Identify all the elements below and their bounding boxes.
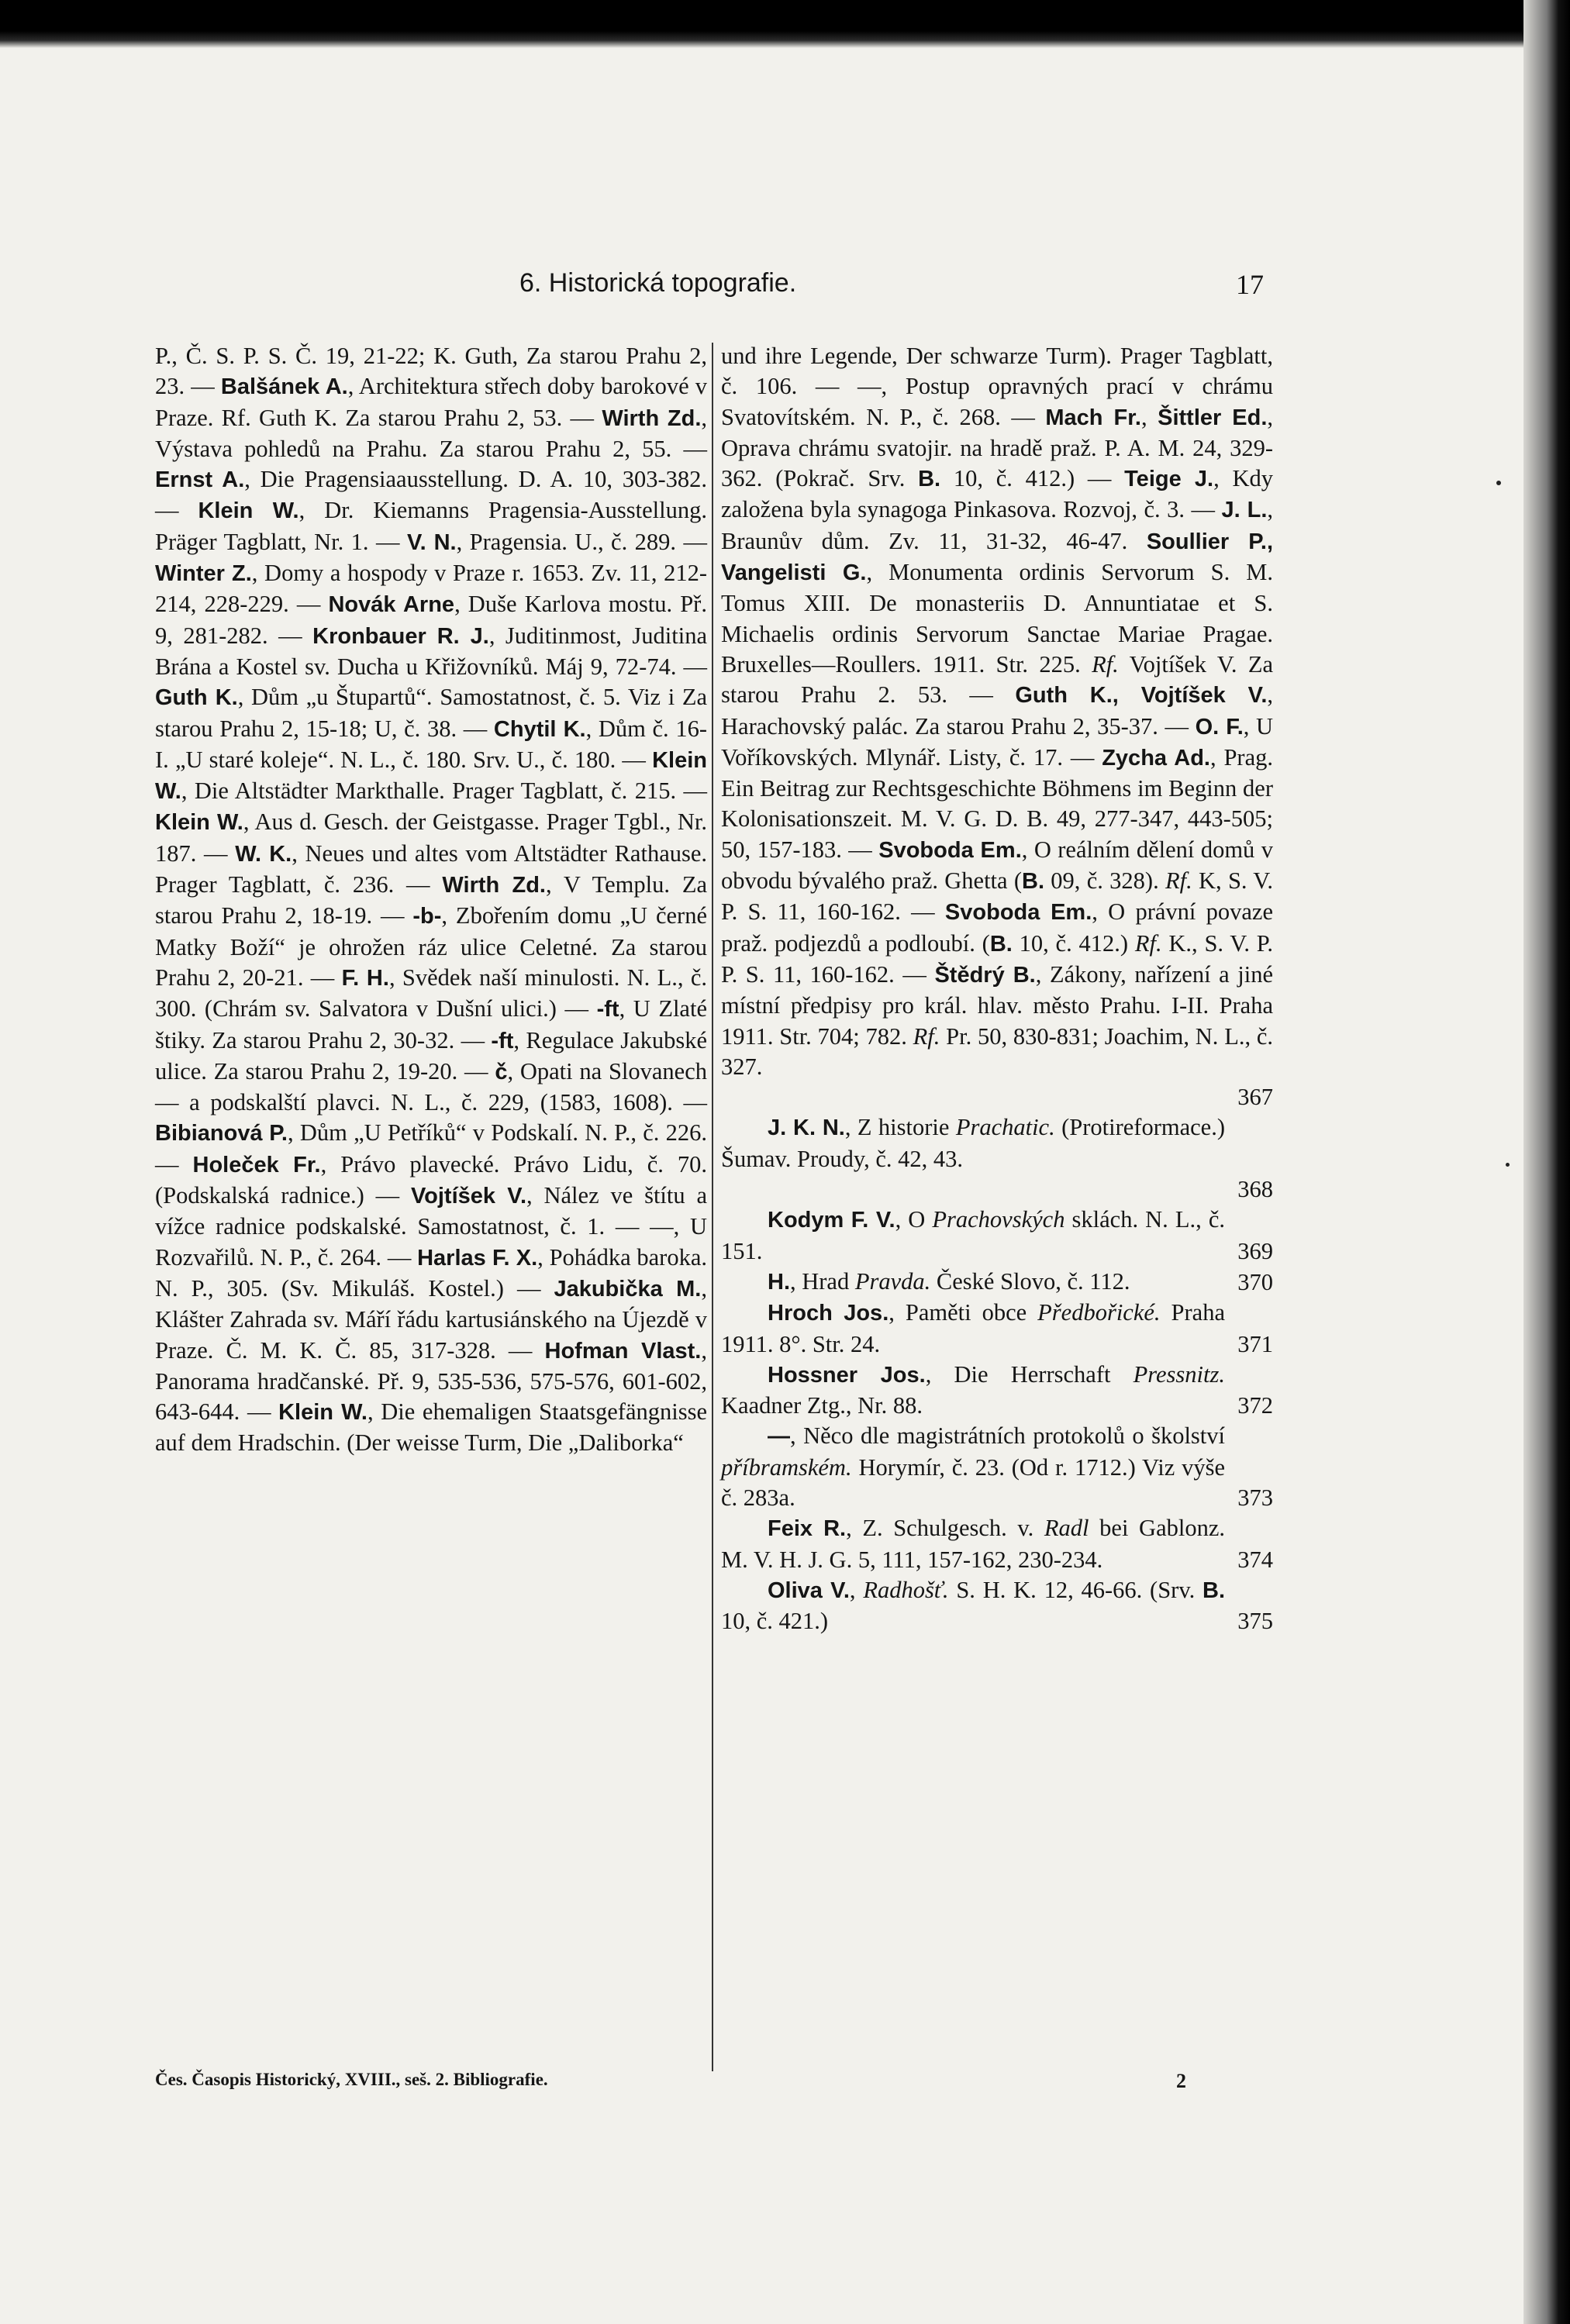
scan-top-edge [0, 0, 1570, 48]
page-header [155, 268, 1264, 307]
column-divider [712, 343, 713, 2071]
entry-number: 372 [1237, 1392, 1273, 1419]
bibliography-entry-370: H., Hrad Pravda. České Slovo, č. 112. 370 [721, 1267, 1273, 1298]
left-column-text: P., Č. S. P. S. Č. 19, 21-22; K. Guth, Za starou Prahu 2, 23. — Balšánek A., Architektura střech doby barokové v Praze. Rf. Guth K. Za starou Prahu 2, 53. — Wirth Zd., Výstava pohledů na Prahu. Za starou Prahu 2, 55. — Ernst A., Die Pragensiaausstellung. D. A. 10, 303-382. — Klein W., Dr. Kiemanns Pragensia-Ausstellung. Präger Tagblatt, Nr. 1. — V. N., Pragensia. U., č. 289. — Winter Z., Domy a hospody v Praze r. 1653. Zv. 11, 212-214, 228-229. — Novák Arne, Duše Karlova mostu. Př. 9, 281-282. — Kronbauer R. J., Juditinmost, Juditina Brána a Kostel sv. Ducha u Křižovníků. Máj 9, 72-74. — Guth K., Dům „u Štupartů“. Samostatnost, č. 5. Viz i Za starou Prahu 2, 15-18; U, č. 38. — Chytil K., Dům č. 16-I. „U staré koleje“. N. L., č. 180. Srv. U., č. 180. — Klein W., Die Altstädter Markthalle. Prager Tagblatt, č. 215. — Klein W., Aus d. Gesch. der Geistgasse. Prager Tgbl., Nr. 187. — W. K., Neues und altes vom Altstädter Rathause. Prager Tagblatt, č. 236. — Wirth Zd., V Templu. Za starou Prahu 2, 18-19. — -b-, Zbořením domu „U černé Matky Boží“ je ohrožen ráz ulice Celetné. Za starou Prahu 2, 20-21. — F. H., Svědek naší minulosti. N. L., č. 300. (Chrám sv. Salvatora v Dušní ulici.) — -ft, U Zlaté štiky. Za starou Prahu 2, 30-32. — -ft, Regulace Jakubské ulice. Za starou Prahu 2, 19-20. — č, Opati na Slovanech — a podskalští plavci. N. L., č. 229, (1583, 1608). — Bibianová P., Dům „U Petříků“ v Podskalí. N. P., č. 226. — Holeček Fr., Právo plavecké. Právo Lidu, č. 70. (Podskalská radnice.) — Vojtíšek V., Nález ve štítu a vížce radnice podskalské. Samostatnost, č. 1. — —, U Rozvařilů. N. P., č. 264. — Harlas F. X., Pohádka baroka. N. P., 305. (Sv. Mikuláš. Kostel.) — Jakubička M., Klášter Zahrada sv. Máří řádu kartusiánského na Újezdě v Praze. Č. M. K. Č. 85, 317-328. — Hofman Vlast., Panorama hradčanské. Př. 9, 535-536, 575-576, 601-602, 643-644. — Klein W., Die ehemaligen Staatsgefängnisse auf dem Hradschin. (Der weisse Turm, Die „Daliborka“ [155, 343, 708, 1457]
left-column [155, 341, 707, 1459]
bibliography-entry-373: —, Něco dle magistrátních protokolů o školství příbramském. Horymír, č. 23. (Od r. 1712.) Viz výše č. 283a. 373 [721, 1421, 1273, 1513]
entry-number: 369 [1237, 1237, 1273, 1264]
entry-number: 367 [1237, 1084, 1273, 1111]
journal-signature: Čes. Časopis Historický, XVIII., seš. 2. Bibliografie. [155, 2070, 548, 2089]
scan-speck [1496, 481, 1501, 485]
bibliography-entry-371: Hroch Jos., Paměti obce Předbořické. Praha 1911. 8°. Str. 24. 371 [721, 1298, 1273, 1360]
entry-number: 371 [1237, 1330, 1273, 1357]
running-head: 6. Historická topografie. [519, 268, 797, 298]
entry-number: 374 [1237, 1546, 1273, 1573]
sheet-signature: 2 [1176, 2070, 1186, 2092]
entry-number: 375 [1237, 1608, 1273, 1635]
bibliography-entry-369: Kodym F. V., O Prachovských sklách. N. L., č. 151. 369 [721, 1205, 1273, 1267]
scan-right-edge [1523, 0, 1570, 2324]
bibliography-entry-374: Feix R., Z. Schulgesch. v. Radl bei Gablonz. M. V. H. J. G. 5, 111, 157-162, 230-234. 374 [721, 1513, 1273, 1575]
entry-number: 370 [1237, 1268, 1273, 1295]
page-number: 17 [1236, 269, 1264, 300]
bibliography-entry-367: und ihre Legende, Der schwarze Turm). Prager Tagblatt, č. 106. — —, Postup opravných prací v chrámu Svatovítském. N. P., č. 268. — Mach Fr., Šittler Ed., Oprava chrámu svatojir. na hradě praž. P. A. M. 24, 329-362. (Pokrač. Srv. B. 10, č. 412.) — Teige J., Kdy založena byla synagoga Pinkasova. Rozvoj, č. 3. — J. L., Braunův dům. Zv. 11, 31-32, 46-47. Soullier P., Vangelisti G., Monumenta ordinis Servorum S. M. Tomus XIII. De monasteriis D. Annuntiatae et S. Michaelis ordinis Servorum Sanctae Mariae Pragae. Bruxelles—Roullers. 1911. Str. 225. Rf. Vojtíšek V. Za starou Prahu 2. 53. — Guth K., Vojtíšek V., Harachovský palác. Za starou Prahu 2, 35-37. — O. F., U Voříkovských. Mlynář. Listy, č. 17. — Zycha Ad., Prag. Ein Beitrag zur Rechtsgeschichte Böhmens im Beginn der Kolonisationszeit. M. V. G. D. B. 49, 277-347, 443-505; 50, 157-183. — Svoboda Em., O reálním dělení domů v obvodu bývalého praž. Ghetta (B. 09, č. 328). Rf. K, S. V. P. S. 11, 160-162. — Svoboda Em., O právní povaze praž. podjezdů a podloubí. (B. 10, č. 412.) Rf. K., S. V. P. P. S. 11, 160-162. — Štědrý B., Zákony, nařízení a jiné místní předpisy pro král. hlav. město Prahu. I-II. Praha 1911. Str. 704; 782. Rf. Pr. 50, 830-831; Joachim, N. L., č. 327. 367 [721, 341, 1273, 1112]
entry-number: 373 [1237, 1484, 1273, 1511]
bibliography-entry-375: Oliva V., Radhošť. S. H. K. 12, 46-66. (Srv. B. 10, č. 421.) 375 [721, 1575, 1273, 1637]
entry-number: 368 [1237, 1176, 1273, 1203]
bibliography-entry-368: J. K. N., Z historie Prachatic. (Protireformace.) Šumav. Proudy, č. 42, 43. 368 [721, 1112, 1273, 1205]
bibliography-entry-372: Hossner Jos., Die Herrschaft Pressnitz. Kaadner Ztg., Nr. 88. 372 [721, 1360, 1273, 1422]
right-column [721, 341, 1273, 1636]
scan-speck [1506, 1163, 1510, 1167]
